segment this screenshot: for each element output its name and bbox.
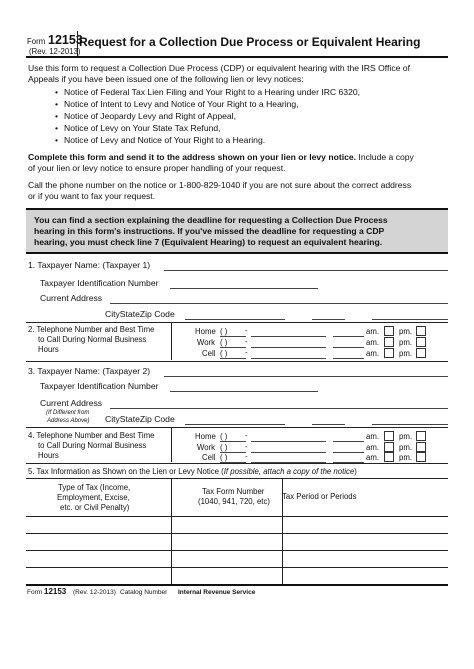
- phone2-work-am-checkbox[interactable]: [384, 442, 394, 452]
- phone1-work-am-label: am.: [366, 338, 379, 347]
- section-rule: [26, 361, 448, 362]
- phone1-work-label: Work: [197, 338, 216, 347]
- taxpayer1-city-state-zip-label: CityStateZip Code: [105, 309, 175, 319]
- tax-info-label: [28, 467, 357, 477]
- phone1-cell-am-label: am.: [366, 349, 379, 358]
- taxpayer1-zip-field[interactable]: [372, 319, 448, 320]
- notice-bullet: • Notice of Intent to Levy and Notice of Your Right to a Hearing,: [64, 99, 299, 110]
- phone2-cell-am-label: am.: [366, 453, 379, 462]
- phone1-home-area-field[interactable]: [220, 336, 246, 337]
- phone2-home-dash: -: [245, 431, 248, 440]
- phone2-work-am-label: am.: [366, 443, 379, 452]
- phone1-home-am-checkbox[interactable]: [384, 326, 394, 336]
- phone2-work-dash: -: [245, 442, 248, 451]
- phone1-cell-area-field[interactable]: [220, 358, 246, 359]
- section-divider: [171, 427, 172, 462]
- phone1-home-dash: -: [245, 326, 248, 335]
- notice-bottom-rule: [26, 252, 448, 254]
- footer-catalog: Catalog Number: [120, 589, 168, 596]
- phone1-home-number-field[interactable]: [251, 336, 326, 337]
- phone2-work-pm-label: pm.: [399, 443, 412, 452]
- phone2-label-line-2: to Call During Normal Business: [38, 441, 147, 450]
- tax-col-form-line-1: Tax Form Number: [202, 487, 265, 496]
- call-instructions-line-1: Call the phone number on the notice or 1-800-829-1040 if you are not sure about the correct address: [28, 180, 412, 190]
- phone1-cell-pm-label: pm.: [399, 349, 412, 358]
- header-rule: [26, 56, 448, 58]
- notice-line-2: hearing in this form's instructions. If you've missed the deadline for requesting a CDP: [34, 226, 385, 236]
- tax-info-label-end: ): [354, 467, 357, 476]
- footer-agency: Internal Revenue Service: [178, 589, 256, 596]
- tax-table-bottom-rule: [26, 584, 448, 586]
- section-divider: [171, 322, 172, 360]
- phone1-home-time-field[interactable]: [333, 336, 364, 337]
- phone2-home-area: ( ): [220, 432, 228, 441]
- phone2-home-area-field[interactable]: [220, 441, 246, 442]
- phone1-work-time-field[interactable]: [333, 347, 364, 348]
- complete-instructions-line-2: of your lien or levy notice to ensure proper handling of your request.: [28, 163, 286, 173]
- tax-col-form-line-2: (1040, 941, 720, etc): [198, 497, 270, 506]
- taxpayer2-if-different-line-1: (If Different from: [46, 410, 90, 416]
- taxpayer2-if-different-line-2: Address Above): [47, 418, 90, 424]
- taxpayer1-name-label: 1. Taxpayer Name: (Taxpayer 1): [28, 260, 151, 270]
- phone2-home-am-checkbox[interactable]: [384, 431, 394, 441]
- tax-table-col-divider: [282, 478, 283, 584]
- tax-table-row[interactable]: [26, 550, 448, 551]
- taxpayer1-tin-label: Taxpayer Identification Number: [40, 278, 159, 288]
- taxpayer1-address-field[interactable]: [110, 303, 448, 304]
- phone1-home-pm-label: pm.: [399, 327, 412, 336]
- phone1-home-am-label: am.: [366, 327, 379, 336]
- taxpayer1-name-field[interactable]: [164, 270, 448, 271]
- footer-revision: (Rev. 12-2013): [73, 589, 116, 596]
- footer-form-prefix: Form: [27, 589, 43, 596]
- notice-bullet: • Notice of Levy and Notice of Your Right to a Hearing.: [64, 135, 265, 146]
- notice-line-1: You can find a section explaining the deadline for requesting a Collection Due Process: [34, 215, 388, 225]
- phone2-cell-dash: -: [245, 452, 248, 461]
- form-number: 12153: [48, 33, 83, 47]
- taxpayer2-name-label: 3. Taxpayer Name: (Taxpayer 2): [28, 366, 151, 376]
- form-prefix: Form: [27, 37, 46, 46]
- phone2-label-line-3: Hours: [38, 451, 59, 460]
- tax-col-type-line-2: Employment, Excise,: [57, 493, 130, 502]
- phone2-cell-label: Cell: [202, 453, 216, 462]
- call-instructions-line-2: or if you want to fax your request.: [28, 191, 156, 201]
- phone1-cell-number-field[interactable]: [251, 358, 326, 359]
- phone1-label-line-2: to Call During Normal Business: [38, 335, 147, 344]
- tax-table-row[interactable]: [26, 567, 448, 568]
- phone1-work-pm-checkbox[interactable]: [416, 337, 426, 347]
- phone2-cell-area: ( ): [220, 453, 228, 462]
- form-title: Request for a Collection Due Process or Equivalent Hearing: [79, 35, 421, 49]
- phone2-home-pm-label: pm.: [399, 432, 412, 441]
- notice-line-3: hearing, you must check line 7 (Equivalent Hearing) to request an equivalent hearing.: [34, 237, 383, 247]
- phone2-work-pm-checkbox[interactable]: [416, 442, 426, 452]
- phone2-home-time-field[interactable]: [333, 441, 364, 442]
- intro-line-1: Use this form to request a Collection Due Process (CDP) or equivalent hearing with the IRS Office of: [28, 63, 410, 73]
- tax-info-label-start: 5. Tax Information as Shown on the Lien or Levy Notice (: [28, 467, 224, 476]
- phone1-cell-pm-checkbox[interactable]: [416, 348, 426, 358]
- header-divider: [77, 31, 78, 56]
- phone1-home-area: ( ): [220, 327, 228, 336]
- phone1-work-area-field[interactable]: [220, 347, 246, 348]
- notice-bullet: • Notice of Jeopardy Levy and Right of Appeal,: [64, 111, 236, 122]
- intro-line-2: Appeals if you have been issued one of the following lien or levy notices:: [28, 74, 304, 84]
- taxpayer2-tin-field[interactable]: [170, 391, 318, 392]
- phone2-work-label: Work: [197, 443, 216, 452]
- tax-table-header-rule: [26, 516, 448, 517]
- tax-col-type-line-3: etc. or Civil Penalty): [60, 503, 130, 512]
- section-rule: [26, 463, 448, 464]
- taxpayer2-address-label: Current Address: [40, 398, 103, 408]
- phone2-work-area: ( ): [220, 443, 228, 452]
- taxpayer2-city-field[interactable]: [185, 424, 285, 425]
- tax-table-col-divider: [171, 478, 172, 584]
- footer-form-number: 12153: [44, 587, 67, 596]
- taxpayer2-name-field[interactable]: [164, 376, 448, 377]
- phone2-work-time-field[interactable]: [333, 452, 364, 453]
- phone1-cell-time-field[interactable]: [333, 358, 364, 359]
- phone2-label-line-1: 4. Telephone Number and Best Time: [28, 431, 155, 440]
- taxpayer1-city-field[interactable]: [185, 319, 285, 320]
- phone2-home-pm-checkbox[interactable]: [416, 431, 426, 441]
- phone1-work-number-field[interactable]: [251, 347, 326, 348]
- tax-col-period-header: Tax Period or Periods: [282, 492, 357, 501]
- complete-instructions: [28, 152, 414, 163]
- phone1-work-am-checkbox[interactable]: [384, 337, 394, 347]
- phone1-work-area: ( ): [220, 338, 228, 347]
- taxpayer2-state-field[interactable]: [312, 424, 345, 425]
- notice-bullet: • Notice of Levy on Your State Tax Refund,: [64, 123, 221, 134]
- phone2-cell-pm-checkbox[interactable]: [416, 452, 426, 462]
- phone2-home-number-field[interactable]: [251, 441, 326, 442]
- tax-info-label-italic: If possible, attach a copy of the notice: [223, 467, 355, 476]
- phone2-work-number-field[interactable]: [251, 452, 326, 453]
- phone1-work-dash: -: [245, 337, 248, 346]
- phone1-work-pm-label: pm.: [399, 338, 412, 347]
- complete-instructions-bold: Complete this form and send it to the address shown on your lien or levy notice.: [28, 152, 357, 162]
- taxpayer2-address-field[interactable]: [110, 408, 448, 409]
- section-rule: [26, 322, 448, 323]
- phone1-cell-label: Cell: [202, 349, 216, 358]
- phone1-label-line-1: 2. Telephone Number and Best Time: [28, 325, 155, 334]
- section-rule: [26, 427, 448, 428]
- taxpayer1-address-label: Current Address: [40, 293, 103, 303]
- taxpayer2-city-state-zip-label: CityStateZip Code: [105, 414, 175, 424]
- phone1-cell-am-checkbox[interactable]: [384, 348, 394, 358]
- tax-table-row[interactable]: [26, 533, 448, 534]
- taxpayer1-state-field[interactable]: [312, 319, 345, 320]
- phone2-home-am-label: am.: [366, 432, 379, 441]
- phone1-label-line-3: Hours: [38, 345, 59, 354]
- complete-instructions-rest: Include a copy: [356, 152, 414, 162]
- phone2-home-label: Home: [195, 432, 216, 441]
- phone2-cell-pm-label: pm.: [399, 453, 412, 462]
- phone1-home-pm-checkbox[interactable]: [416, 326, 426, 336]
- taxpayer2-tin-label: Taxpayer Identification Number: [40, 381, 159, 391]
- phone2-cell-am-checkbox[interactable]: [384, 452, 394, 462]
- taxpayer1-tin-field[interactable]: [170, 288, 318, 289]
- form-revision: (Rev. 12-2013): [29, 47, 81, 56]
- taxpayer2-zip-field[interactable]: [372, 424, 448, 425]
- notice-bullet: • Notice of Federal Tax Lien Filing and Your Right to a Hearing under IRC 6320,: [64, 87, 360, 98]
- phone1-cell-dash: -: [245, 348, 248, 357]
- tax-col-type-line-1: Type of Tax (Income,: [58, 483, 131, 492]
- tax-table-top-rule: [26, 478, 448, 479]
- phone1-home-label: Home: [195, 327, 216, 336]
- phone1-cell-area: ( ): [220, 349, 228, 358]
